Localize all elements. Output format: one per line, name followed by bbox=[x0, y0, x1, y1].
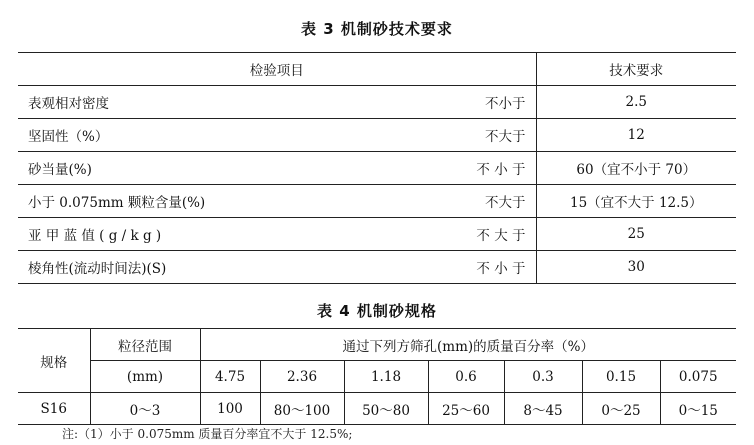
requirement-value: 60（宜不小于 70） bbox=[536, 152, 736, 185]
table-row bbox=[18, 185, 736, 218]
sieve-size: 0.3 bbox=[504, 361, 582, 393]
item-label: 亚 甲 蓝 值 ( g / k g ) bbox=[28, 228, 162, 244]
item-cell bbox=[18, 152, 536, 185]
header-technical-requirement: 技术要求 bbox=[536, 53, 736, 86]
table4-sand-specification bbox=[18, 328, 736, 425]
condition-label: 不 大 于 bbox=[476, 228, 526, 244]
table-row bbox=[18, 393, 736, 425]
header-spec: 规格 bbox=[18, 329, 90, 393]
header-range-unit: (mm) bbox=[90, 361, 200, 393]
sieve-size: 0.6 bbox=[428, 361, 504, 393]
table-row bbox=[18, 119, 736, 152]
item-cell bbox=[18, 218, 536, 251]
sieve-size: 4.75 bbox=[200, 361, 260, 393]
header-passing-percentage: 通过下列方筛孔(mm)的质量百分率（%） bbox=[200, 329, 736, 361]
table-row bbox=[18, 251, 736, 284]
table-row bbox=[18, 218, 736, 251]
item-cell bbox=[18, 86, 536, 119]
condition-label: 不小于 bbox=[485, 96, 526, 112]
requirement-value: 30 bbox=[536, 251, 736, 284]
requirement-value: 12 bbox=[536, 119, 736, 152]
table3-caption: 表 3 机制砂技术要求 bbox=[301, 20, 453, 38]
condition-label: 不大于 bbox=[485, 129, 526, 145]
passing-value: 0～25 bbox=[582, 393, 660, 425]
condition-label: 不 小 于 bbox=[476, 162, 526, 178]
spec-value: S16 bbox=[18, 393, 90, 425]
sieve-size: 0.075 bbox=[660, 361, 736, 393]
table-header-row bbox=[18, 361, 736, 393]
requirement-value: 25 bbox=[536, 218, 736, 251]
item-label: 表观相对密度 bbox=[28, 96, 109, 112]
condition-label: 不 小 于 bbox=[476, 261, 526, 277]
passing-value: 50～80 bbox=[344, 393, 428, 425]
range-value: 0～3 bbox=[90, 393, 200, 425]
table-row bbox=[18, 152, 736, 185]
item-cell bbox=[18, 119, 536, 152]
header-particle-range: 粒径范围 bbox=[90, 329, 200, 361]
table-note: 注:（1）小于 0.075mm 质量百分率宜不大于 12.5%; bbox=[62, 427, 353, 441]
item-label: 砂当量(%) bbox=[28, 162, 92, 178]
requirement-value: 2.5 bbox=[536, 86, 736, 119]
requirement-value: 15（宜不大于 12.5） bbox=[536, 185, 736, 218]
passing-value: 8～45 bbox=[504, 393, 582, 425]
header-inspection-item: 检验项目 bbox=[18, 53, 536, 86]
condition-label: 不大于 bbox=[485, 195, 526, 211]
item-label: 小于 0.075mm 颗粒含量(%) bbox=[28, 195, 206, 211]
item-cell bbox=[18, 185, 536, 218]
table-header-row bbox=[18, 53, 736, 86]
item-cell bbox=[18, 251, 536, 284]
table-row bbox=[18, 86, 736, 119]
item-label: 棱角性(流动时间法)(S) bbox=[28, 261, 167, 277]
passing-value: 25～60 bbox=[428, 393, 504, 425]
item-label: 坚固性（%） bbox=[28, 129, 109, 145]
table3-technical-requirements bbox=[18, 52, 736, 284]
passing-value: 0～15 bbox=[660, 393, 736, 425]
sieve-size: 2.36 bbox=[260, 361, 344, 393]
table4-caption: 表 4 机制砂规格 bbox=[317, 302, 437, 320]
table-header-row bbox=[18, 329, 736, 361]
passing-value: 80～100 bbox=[260, 393, 344, 425]
sieve-size: 1.18 bbox=[344, 361, 428, 393]
passing-value: 100 bbox=[200, 393, 260, 425]
sieve-size: 0.15 bbox=[582, 361, 660, 393]
